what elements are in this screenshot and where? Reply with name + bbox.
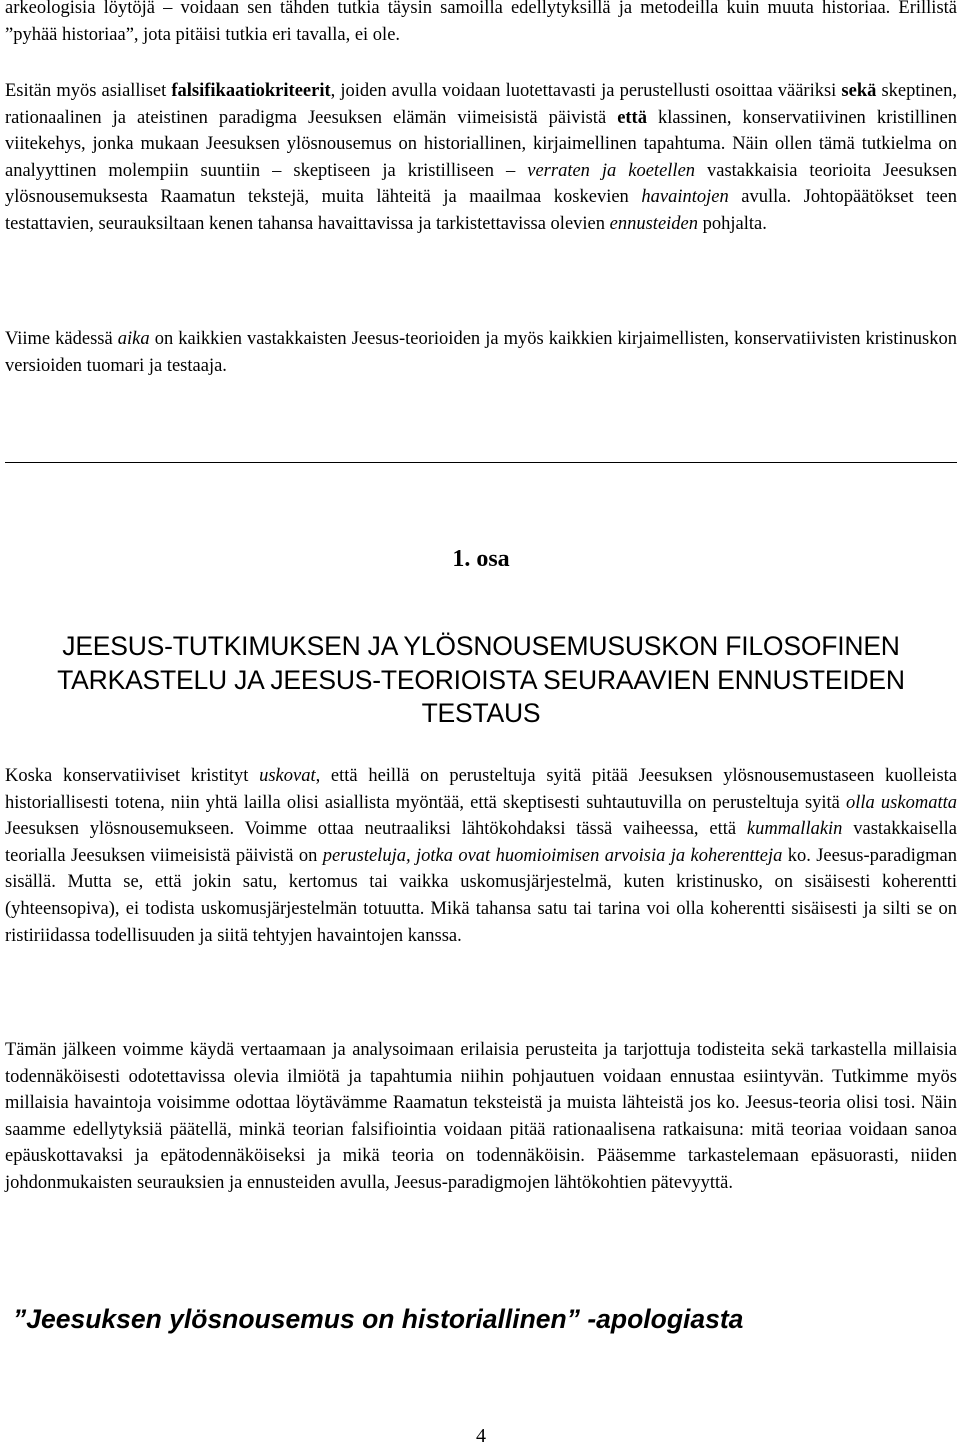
text-run: klassinen, konservatiivinen kristillinen viitekehys, jonka mukaan Jeesuksen ylösnousemus on historiallinen, kirjaimellinen tapahtuma. Näin ollen tämä tutkielma on analyyttinen molempiin suuntiin – skeptiseen ja kristilliseen –: [5, 107, 957, 181]
body-paragraph: [5, 1037, 957, 1197]
italic-emphasis: ennusteiden: [609, 213, 699, 234]
italic-emphasis: uskovat: [259, 766, 316, 786]
page-number: 4: [476, 1425, 486, 1447]
text-run: vastakkaisella teorialla Jeesuksen viimeisistä päivistä on: [5, 819, 958, 866]
chapter-heading-line: TARKASTELU JA JEESUS-TEORIOISTA SEURAAVIEN ENNUSTEIDEN: [57, 664, 905, 695]
body-paragraph: [5, 763, 957, 949]
text-run: pohjalta.: [698, 213, 767, 234]
section-divider: [5, 462, 957, 463]
body-paragraph: [5, 326, 957, 379]
text-run: avulla. Johtopäätökset teen testattavien, seurauksiltaan kenen tahansa havaittavissa ja tarkistettavissa olevien: [5, 187, 957, 234]
chapter-heading-line: JEESUS-TUTKIMUKSEN JA YLÖSNOUSEMUSUSKON FILOSOFINEN: [62, 631, 900, 661]
text-run: vastakkaisia teorioita Jeesuksen ylösnousemuksesta Raamatun tekstejä, muita lähteitä ja maailmaa koskevien: [5, 160, 957, 208]
text-run: , joiden avulla voidaan luotettavasti ja perustellusti osoittaa vääriksi: [330, 81, 842, 101]
text-run: on kaikkien vastakkaisten Jeesus-teorioiden ja myös kaikkien kirjaimellisten, konservatiivisten kristinuskon versioiden tuomari ja testaaja.: [5, 329, 957, 376]
document-page: [5, 0, 957, 1451]
body-paragraph: [5, 0, 957, 48]
text-run: Jeesuksen ylösnousemukseen. Voimme ottaa neutraaliksi lähtökohdaksi tässä vaiheessa, että: [5, 819, 747, 840]
text-run: Viime kädessä: [5, 329, 118, 349]
bold-emphasis: falsifikaatiokriteerit: [171, 81, 331, 101]
chapter-heading: [5, 630, 957, 731]
bold-emphasis: että: [617, 107, 647, 128]
italic-emphasis: verraten ja koetellen: [527, 160, 696, 181]
text-run: Koska konservatiiviset kristityt: [5, 766, 260, 786]
text-run: skeptinen, rationaalinen ja ateistinen paradigma Jeesuksen elämän viimeisistä päivistä: [5, 81, 957, 128]
text-run: Esitän myös asialliset: [5, 81, 172, 101]
italic-emphasis: havaintojen: [641, 187, 729, 208]
chapter-heading-line: TESTAUS: [421, 698, 541, 728]
body-paragraph: [5, 78, 957, 238]
italic-emphasis: aika: [117, 329, 150, 349]
text-run: ko. Jeesus-paradigman sisällä. Mutta se, että jokin satu, kertomus tai vaikka uskomusjärjestelmä, kuten kristinusko, on sisäisesti koherentti (yhteensopiva), ei todista uskomusjärjestelmän totuutta. Mikä tahansa satu tai tarina voi olla koherentti sisäisesti ja silti se on ristiriidassa todellisuuden ja siitä tehtyjen havaintojen kanssa.: [5, 845, 957, 946]
text-run: , että heillä on perusteltuja syitä pitää Jeesuksen ylösnousemustaseen kuolleista historiallisesti totena, niin yhtä lailla olisi asiallista myöntää, että skeptisesti suhtautuvilla on perusteltuja syitä: [5, 766, 957, 813]
italic-emphasis: perusteluja, jotka ovat huomioimisen arvoisia ja koherentteja: [322, 845, 783, 866]
italic-emphasis: kummallakin: [746, 819, 843, 840]
text-run: Tämän jälkeen voimme käydä vertaamaan ja analysoimaan erilaisia perusteita ja tarjottuja todisteita sekä tarkastella millaisia todennäköisesti odotettavissa olevia ilmiötä ja tapahtumia niihin pohjautuen voidaan ennustaa esiintyvän. Tutkimme myös millaisia havaintoja voisimme odottaa löytävämme Raamatun teksteistä ja muista lähteistä jos ko. Jeesus-teoria olisi tosi. Näin saamme edellytyksiä päätellä, minkä teorian falsifiointia voidaan pitää rationaalisena ratkaisuna: mitä teoriaa voidaan sanoa epäuskottavaksi ja epätodennäköiseksi ja mikä teoria on todennäköisin. Pääsemme tarkastelemaan epäsuorasti, niiden johdonmukaisten seurauksien ja ennusteiden avulla, Jeesus-paradigmojen lähtökohtien pätevyyttä.: [5, 1040, 957, 1193]
bold-emphasis: sekä: [841, 81, 877, 101]
part-title: 1. osa: [452, 546, 510, 572]
section-subheading: ”Jeesuksen ylösnousemus on historiallinen” -apologiasta: [13, 1304, 744, 1334]
italic-emphasis: olla uskomatta: [846, 792, 957, 813]
text-run: arkeologisia löytöjä – voidaan sen tähden tutkia täysin samoilla edellytyksillä ja metodeilla kuin muuta historiaa. Erillistä ”pyhää historiaa”, jota pitäisi tutkia eri tavalla, ei ole.: [5, 0, 957, 45]
